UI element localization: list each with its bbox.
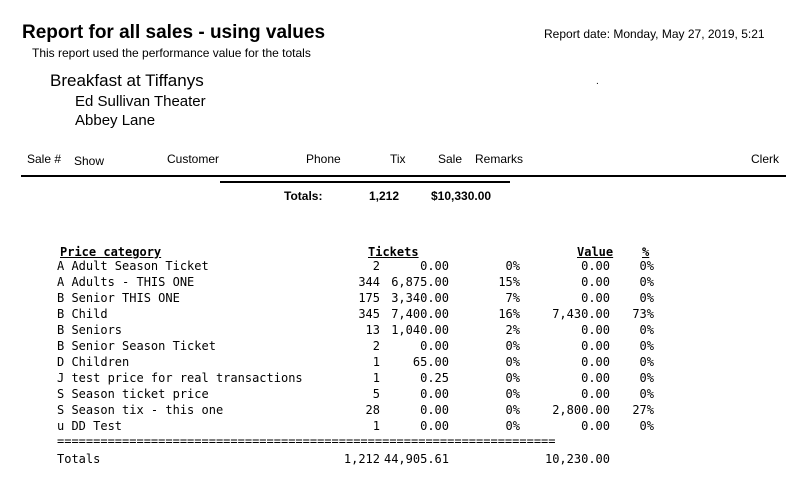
row-value-percent: 0%	[639, 355, 654, 369]
row-amount-percent: 0%	[505, 355, 520, 369]
table-separator: =====================================================================	[57, 434, 556, 448]
total-amount: 44,905.61	[383, 452, 449, 466]
row-value: 0.00	[581, 387, 610, 401]
row-value-percent: 0%	[639, 339, 654, 353]
row-category: D Children	[57, 355, 130, 369]
header-divider	[21, 175, 786, 177]
row-amount-percent: 0%	[505, 339, 520, 353]
row-amount-percent: 0%	[505, 403, 520, 417]
venue-address: Abbey Lane	[75, 112, 156, 129]
row-amount: 6,875.00	[391, 275, 449, 289]
row-category: B Senior THIS ONE	[57, 291, 180, 305]
row-category: S Season ticket price	[57, 387, 209, 401]
table-row	[0, 355, 792, 371]
price-category-header: Price category	[60, 245, 162, 259]
row-value-percent: 73%	[632, 307, 654, 321]
row-category: B Senior Season Ticket	[57, 339, 216, 353]
row-value-percent: 0%	[639, 419, 654, 433]
row-amount: 0.00	[420, 403, 449, 417]
row-amount: 65.00	[412, 355, 449, 369]
row-amount: 0.00	[420, 259, 449, 273]
table-row	[0, 403, 792, 419]
row-amount-percent: 16%	[498, 307, 520, 321]
row-tickets: 175	[358, 291, 380, 305]
row-amount-percent: 7%	[505, 291, 520, 305]
table-row	[0, 307, 792, 323]
row-tickets: 13	[365, 323, 380, 337]
column-header-sale-number: Sale #	[27, 152, 62, 166]
row-tickets: 1	[372, 355, 380, 369]
show-name: Breakfast at Tiffanys	[50, 71, 204, 90]
table-row	[0, 371, 792, 387]
row-category: B Child	[57, 307, 108, 321]
total-value: 10,230.00	[544, 452, 610, 466]
row-amount: 0.00	[420, 387, 449, 401]
value-header: Value	[577, 245, 614, 259]
column-header-show: Show	[74, 154, 105, 168]
totals-tix: 1,212	[369, 189, 400, 203]
row-tickets: 28	[365, 403, 380, 417]
table-row	[0, 387, 792, 403]
row-amount-percent: 2%	[505, 323, 520, 337]
table-row	[0, 323, 792, 339]
column-header-phone: Phone	[306, 152, 341, 166]
row-value: 2,800.00	[552, 403, 610, 417]
row-value-percent: 0%	[639, 259, 654, 273]
column-header-tix: Tix	[390, 152, 406, 166]
row-tickets: 1	[372, 419, 380, 433]
row-amount: 1,040.00	[391, 323, 449, 337]
row-value: 0.00	[581, 371, 610, 385]
table-row	[0, 419, 792, 435]
row-value: 7,430.00	[552, 307, 610, 321]
row-amount-percent: 0%	[505, 419, 520, 433]
row-amount: 7,400.00	[391, 307, 449, 321]
totals-sale: $10,330.00	[431, 189, 492, 203]
row-amount-percent: 0%	[505, 371, 520, 385]
row-value: 0.00	[581, 291, 610, 305]
row-tickets: 1	[372, 371, 380, 385]
row-tickets: 5	[372, 387, 380, 401]
totals-label: Totals:	[284, 189, 323, 203]
row-value-percent: 0%	[639, 387, 654, 401]
totals-divider	[220, 181, 510, 183]
venue-name: Ed Sullivan Theater	[75, 93, 206, 110]
row-tickets: 345	[358, 307, 380, 321]
report-title: Report for all sales - using values	[22, 22, 326, 43]
row-category: A Adults - THIS ONE	[57, 275, 195, 289]
row-tickets: 2	[372, 339, 380, 353]
table-total-row	[0, 452, 792, 468]
total-tickets: 1,212	[343, 452, 380, 466]
column-header-remarks: Remarks	[475, 152, 524, 166]
row-tickets: 344	[358, 275, 380, 289]
row-value-percent: 0%	[639, 371, 654, 385]
report-date: Report date: Monday, May 27, 2019, 5:21	[544, 27, 765, 41]
row-value: 0.00	[581, 259, 610, 273]
row-tickets: 2	[372, 259, 380, 273]
tickets-header: Tickets	[368, 245, 419, 259]
row-category: S Season tix - this one	[57, 403, 224, 417]
column-header-clerk: Clerk	[751, 152, 780, 166]
report-subtitle: This report used the performance value for the totals	[32, 46, 311, 60]
row-amount: 0.25	[420, 371, 449, 385]
row-value: 0.00	[581, 419, 610, 433]
row-category: u DD Test	[57, 419, 123, 433]
column-header-customer: Customer	[167, 152, 220, 166]
total-label: Totals	[57, 452, 101, 466]
row-category: B Seniors	[57, 323, 123, 337]
table-row	[0, 291, 792, 307]
table-row	[0, 259, 792, 275]
column-header-sale: Sale	[438, 152, 463, 166]
row-category: J test price for real transactions	[57, 371, 303, 385]
row-value: 0.00	[581, 355, 610, 369]
row-value-percent: 27%	[632, 403, 654, 417]
row-amount-percent: 0%	[505, 387, 520, 401]
table-row	[0, 275, 792, 291]
row-amount: 3,340.00	[391, 291, 449, 305]
row-value: 0.00	[581, 339, 610, 353]
row-value-percent: 0%	[639, 323, 654, 337]
row-value-percent: 0%	[639, 275, 654, 289]
percent-header: %	[642, 245, 650, 259]
row-value: 0.00	[581, 275, 610, 289]
row-value-percent: 0%	[639, 291, 654, 305]
row-value: 0.00	[581, 323, 610, 337]
stray-dot: .	[596, 76, 599, 87]
table-row	[0, 339, 792, 355]
row-amount-percent: 15%	[498, 275, 520, 289]
row-amount-percent: 0%	[505, 259, 520, 273]
row-amount: 0.00	[420, 419, 449, 433]
row-amount: 0.00	[420, 339, 449, 353]
row-category: A Adult Season Ticket	[57, 259, 209, 273]
